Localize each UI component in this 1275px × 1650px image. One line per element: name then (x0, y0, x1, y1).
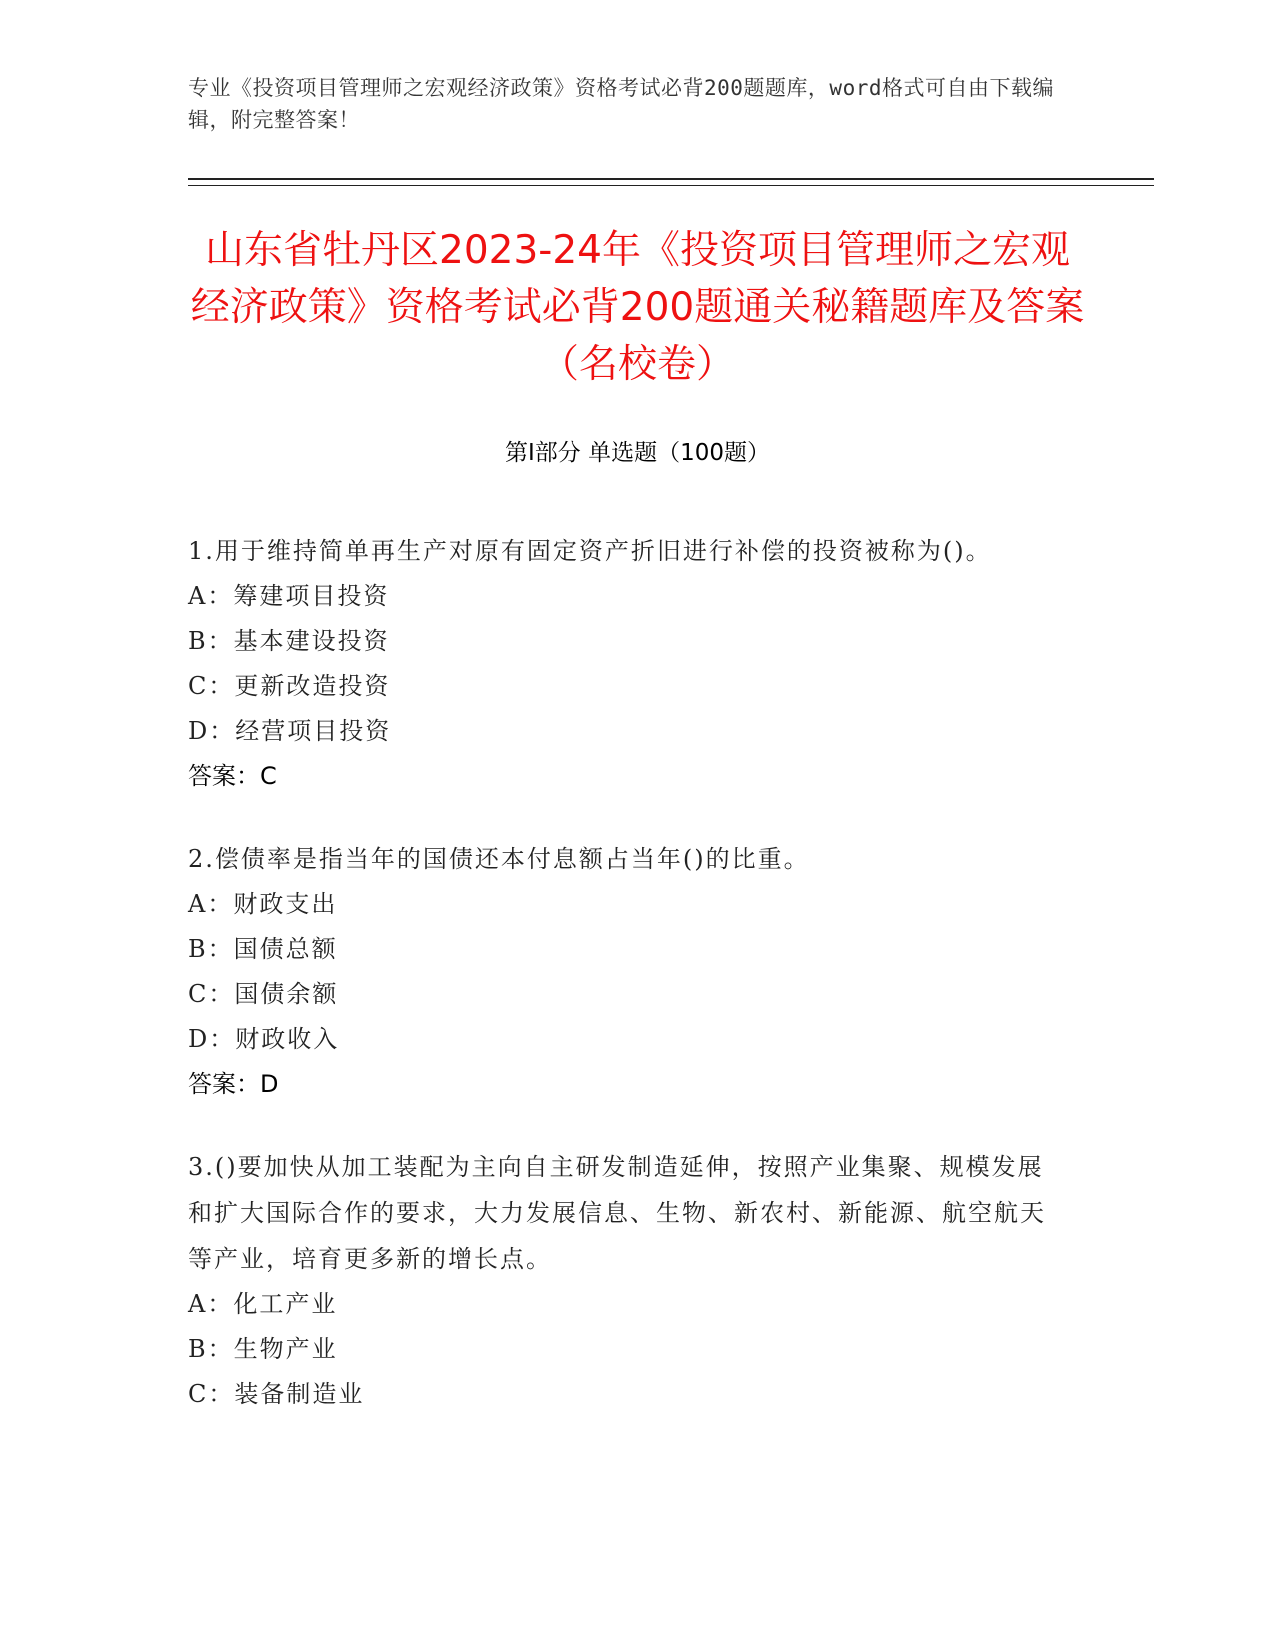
header-note: 专业《投资项目管理师之宏观经济政策》资格考试必背200题题库，word格式可自由下载编辑，附完整答案！ (188, 76, 1054, 132)
option-d: D：经营项目投资 (188, 717, 392, 745)
answer: 答案：D (188, 1070, 279, 1098)
document-title: 山东省牡丹区2023-24年《投资项目管理师之宏观经济政策》资格考试必背200题通关秘籍题库及答案（名校卷） (190, 228, 1085, 387)
option-c: C：国债余额 (188, 980, 339, 1008)
header-divider-thin (188, 185, 1154, 186)
question-1 (188, 528, 1068, 799)
option-a: A：筹建项目投资 (188, 582, 390, 610)
option-b: B：基本建设投资 (188, 627, 390, 655)
question-stem: 3.()要加快从加工装配为主向自主研发制造延伸，按照产业集聚、规模发展和扩大国际合作的要求，大力发展信息、生物、新农村、新能源、航空航天等产业，培育更多新的增长点。 (188, 1153, 1046, 1273)
option-c: C：更新改造投资 (188, 672, 391, 700)
answer: 答案：C (188, 762, 277, 790)
option-a: A：化工产业 (188, 1290, 338, 1318)
header-divider (188, 178, 1154, 180)
question-3 (188, 1144, 1068, 1417)
question-list (188, 528, 1068, 1454)
question-2 (188, 836, 1068, 1107)
option-d: D：财政收入 (188, 1025, 340, 1053)
question-stem: 1.用于维持简单再生产对原有固定资产折旧进行补偿的投资被称为()。 (188, 537, 992, 565)
option-b: B：国债总额 (188, 935, 338, 963)
option-a: A：财政支出 (188, 890, 338, 918)
section-title: 第Ⅰ部分 单选题（100题） (505, 440, 770, 466)
question-stem: 2.偿债率是指当年的国债还本付息额占当年()的比重。 (188, 845, 810, 873)
option-b: B：生物产业 (188, 1335, 338, 1363)
option-c: C：装备制造业 (188, 1380, 365, 1408)
